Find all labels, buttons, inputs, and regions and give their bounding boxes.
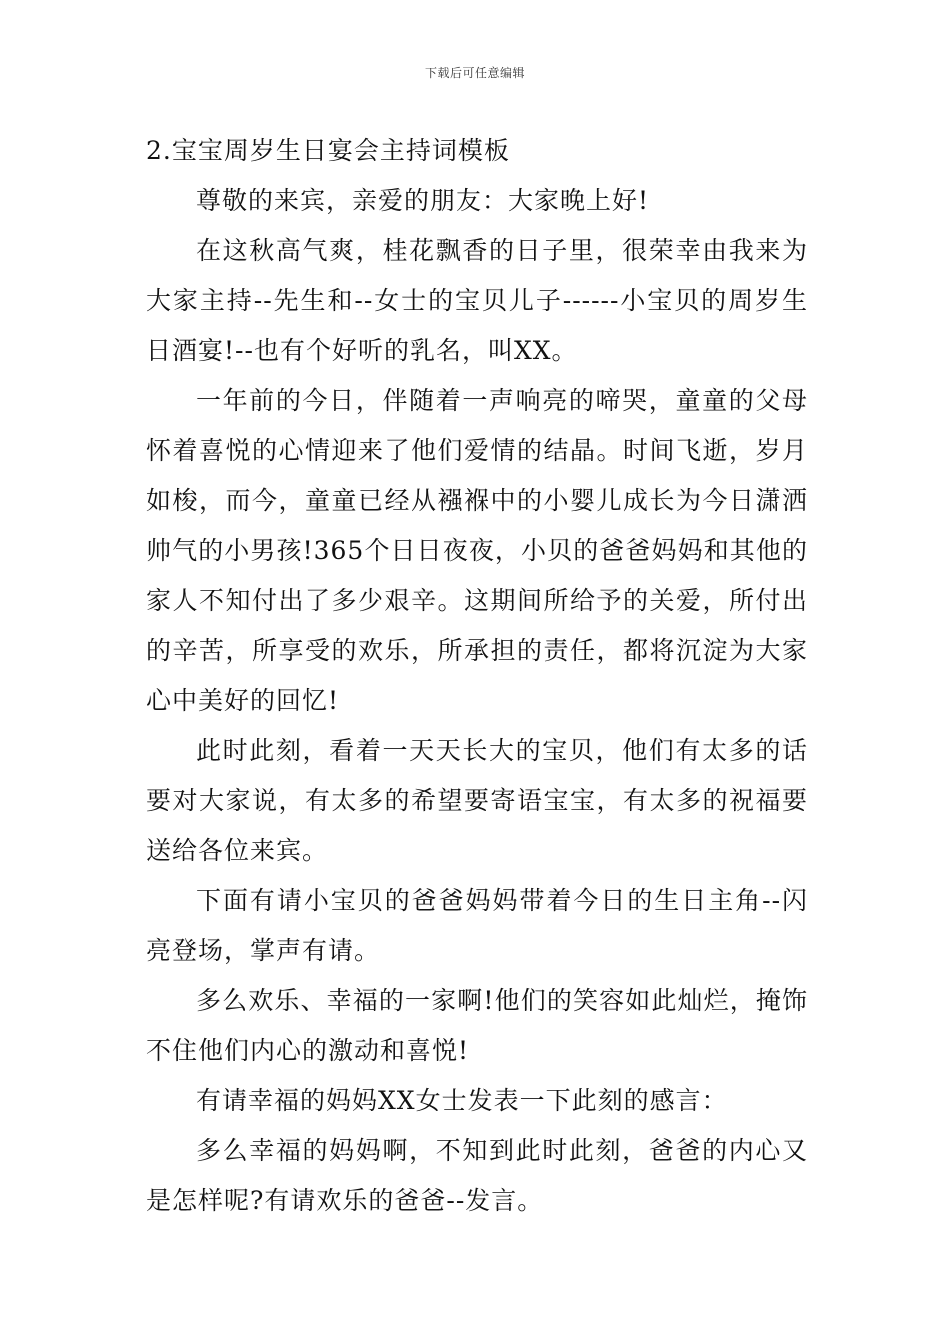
- document-body: [146, 126, 808, 1226]
- header-note: 下载后可任意编辑: [424, 66, 525, 80]
- document-title: 2.宝宝周岁生日宴会主持词模板: [146, 136, 510, 165]
- paragraph-intro: 在这秋高气爽，桂花飘香的日子里，很荣幸由我来为大家主持--先生和--女士的宝贝儿子------小宝贝的周岁生日酒宴!--也有个好听的乳名，叫XX。: [146, 236, 808, 365]
- paragraph-greeting: 尊敬的来宾，亲爱的朋友：大家晚上好!: [196, 186, 650, 215]
- paragraph-invite-parents: 下面有请小宝贝的爸爸妈妈带着今日的生日主角--闪亮登场，掌声有请。: [146, 886, 808, 965]
- paragraph-this-moment: 此时此刻，看着一天天长大的宝贝，他们有太多的话要对大家说，有太多的希望要寄语宝宝，有太多的祝福要送给各位来宾。: [146, 736, 808, 865]
- paragraph-father-speech: 多么幸福的妈妈啊，不知到此时此刻，爸爸的内心又是怎样呢?有请欢乐的爸爸--发言。: [146, 1136, 808, 1215]
- paragraph-mother-speech: 有请幸福的妈妈XX女士发表一下此刻的感言：: [196, 1086, 728, 1115]
- paragraph-year-ago: 一年前的今日，伴随着一声响亮的啼哭，童童的父母怀着喜悦的心情迎来了他们爱情的结晶。时间飞逝，岁月如梭，而今，童童已经从襁褓中的小婴儿成长为今日潇洒帅气的小男孩!365个日日夜夜，小贝的爸爸妈妈和其他的家人不知付出了多少艰辛。这期间所给予的关爱，所付出的辛苦，所享受的欢乐，所承担的责任，都将沉淀为大家心中美好的回忆!: [146, 386, 808, 715]
- paragraph-happy-family: 多么欢乐、幸福的一家啊!他们的笑容如此灿烂，掩饰不住他们内心的激动和喜悦!: [146, 986, 808, 1065]
